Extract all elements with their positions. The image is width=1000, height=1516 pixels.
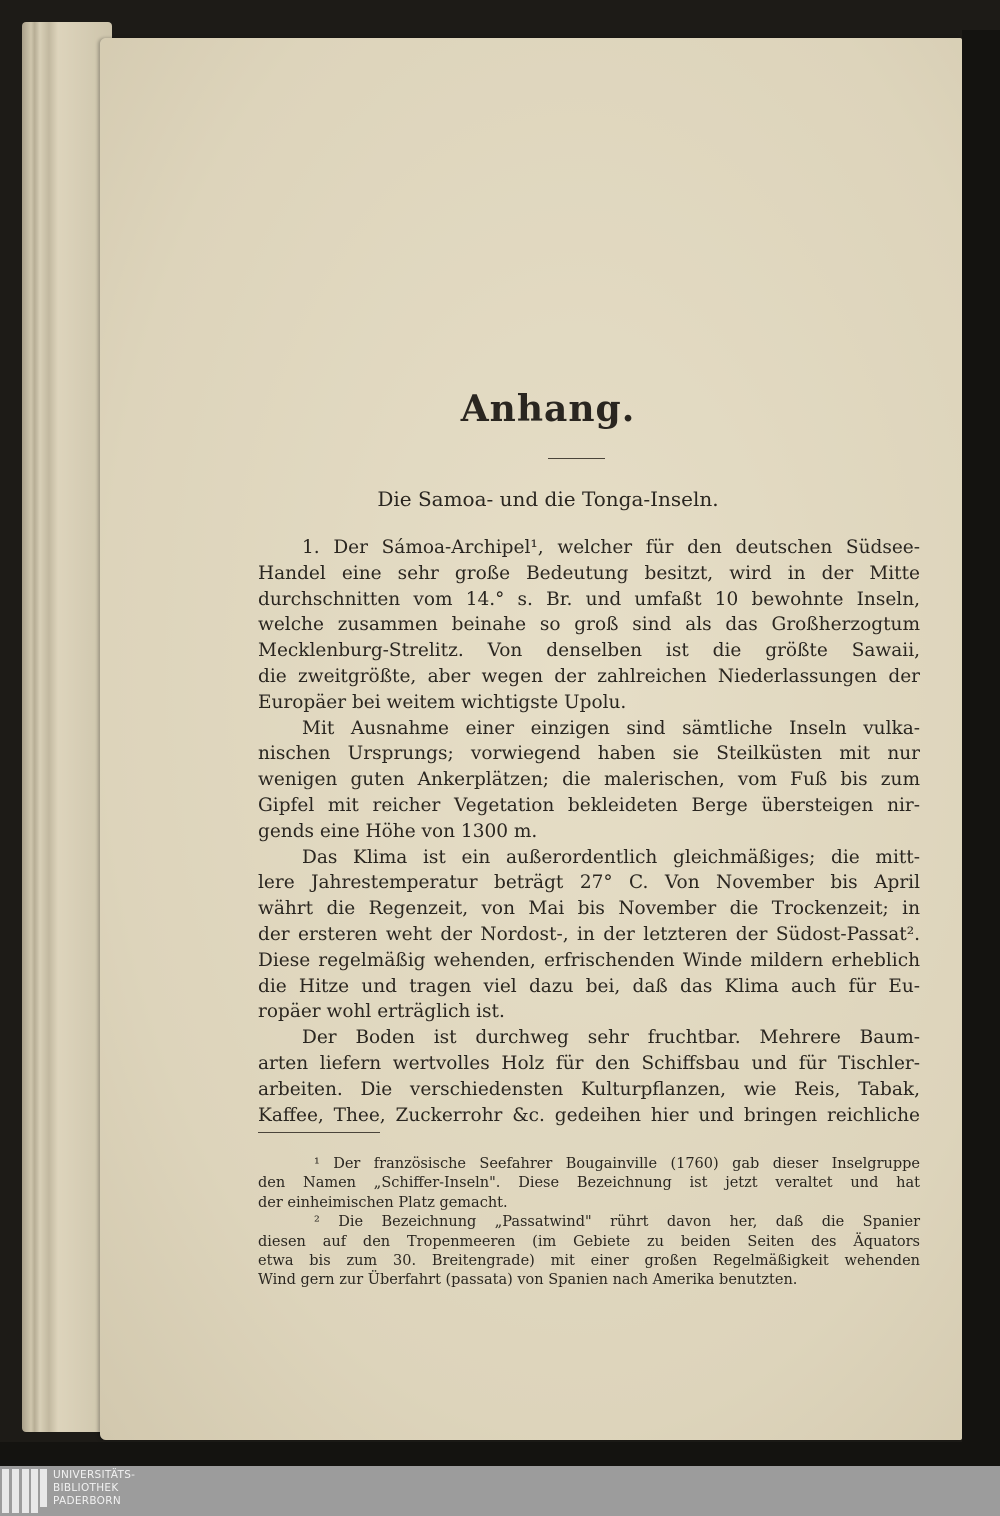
text-line: welche zusammen beinahe so groß sind als das Großherzogtum — [258, 614, 920, 636]
footnote-line: Wind gern zur Überfahrt (passata) von Spanien nach Amerika benutzten. — [258, 1272, 798, 1289]
text-line: der ersteren weht der Nordost-, in der letzteren der Südost-Passat². — [258, 923, 920, 945]
page-stack-edge — [22, 22, 112, 1432]
text-line: wenigen guten Ankerplätzen; die malerischen, vom Fuß bis zum — [258, 769, 920, 791]
text-line: die Hitze und tragen viel dazu bei, daß das Klima auch für Eu- — [258, 975, 920, 997]
text-line: währt die Regenzeit, von Mai bis November die Trockenzeit; in — [258, 898, 920, 920]
text-line: Mit Ausnahme einer einzigen sind sämtliche Inseln vulka- — [302, 717, 920, 739]
footnote-line: der einheimischen Platz gemacht. — [258, 1194, 508, 1211]
footnote-line: ¹ Der französische Seefahrer Bougainville (1760) gab dieser Inselgruppe — [314, 1156, 920, 1172]
text-line: Europäer bei weitem wichtigste Upolu. — [258, 691, 627, 713]
section-subtitle: Die Samoa- und die Tonga-Inseln. — [377, 487, 719, 511]
library-logo-text — [53, 1469, 135, 1508]
text-line: lere Jahrestemperatur beträgt 27° C. Von November bis April — [258, 872, 920, 894]
library-footer — [0, 1466, 1000, 1516]
footnote-divider — [258, 1132, 380, 1133]
page-title: Anhang. — [460, 388, 636, 430]
text-line: die zweitgrößte, aber wegen der zahlreichen Niederlassungen der — [258, 665, 920, 687]
text-line: 1. Der Sámoa-Archipel¹, welcher für den deutschen Südsee- — [302, 537, 920, 558]
text-line: Kaffee, Thee, Zuckerrohr &c. gedeihen hier und bringen reichliche — [258, 1104, 920, 1126]
text-line: Der Boden ist durchweg sehr fruchtbar. Mehrere Baum- — [302, 1027, 920, 1049]
text-line: Das Klima ist ein außerordentlich gleichmäßiges; die mitt- — [302, 846, 920, 868]
text-line: Gipfel mit reicher Vegetation bekleideten Berge übersteigen nir- — [258, 794, 920, 816]
scan-bottom-border — [0, 1442, 1000, 1466]
logo-line: PADERBORN — [53, 1495, 121, 1507]
footnotes — [258, 1155, 920, 1291]
body-text — [258, 535, 920, 1128]
title-divider — [548, 458, 605, 459]
footnote-line: ² Die Bezeichnung „Passatwind" rührt davon her, daß die Spanier — [314, 1214, 920, 1231]
footnote-line: diesen auf den Tropenmeeren (im Gebiete zu beiden Seiten des Äquators — [258, 1233, 920, 1250]
text-line: ropäer wohl erträglich ist. — [258, 1001, 505, 1023]
text-line: arbeiten. Die verschiedensten Kulturpflanzen, wie Reis, Tabak, — [258, 1078, 920, 1100]
footnote-line: den Namen „Schiffer-Inseln". Diese Bezeichnung ist jetzt veraltet und hat — [258, 1175, 920, 1192]
text-line: Diese regelmäßig wehenden, erfrischenden Winde mildern erheblich — [258, 949, 920, 971]
text-line: durchschnitten vom 14.° s. Br. und umfaßt 10 bewohnte Inseln, — [258, 588, 920, 610]
logo-line: BIBLIOTHEK — [53, 1482, 119, 1494]
text-line: nischen Ursprungs; vorwiegend haben sie Steilküsten mit nur — [258, 743, 920, 765]
text-line: gends eine Höhe von 1300 m. — [258, 820, 538, 842]
text-line: arten liefern wertvolles Holz für den Schiffsbau und für Tischler- — [258, 1052, 920, 1074]
footnote-line: etwa bis zum 30. Breitengrade) mit einer großen Regelmäßigkeit wehenden — [258, 1252, 920, 1269]
text-line: Mecklenburg-Strelitz. Von denselben ist die größte Sawaii, — [258, 640, 920, 662]
scan-background-edge — [962, 30, 1000, 1445]
logo-line: UNIVERSITÄTS- — [53, 1469, 136, 1481]
text-line: Handel eine sehr große Bedeutung besitzt, wird in der Mitte — [258, 562, 920, 584]
